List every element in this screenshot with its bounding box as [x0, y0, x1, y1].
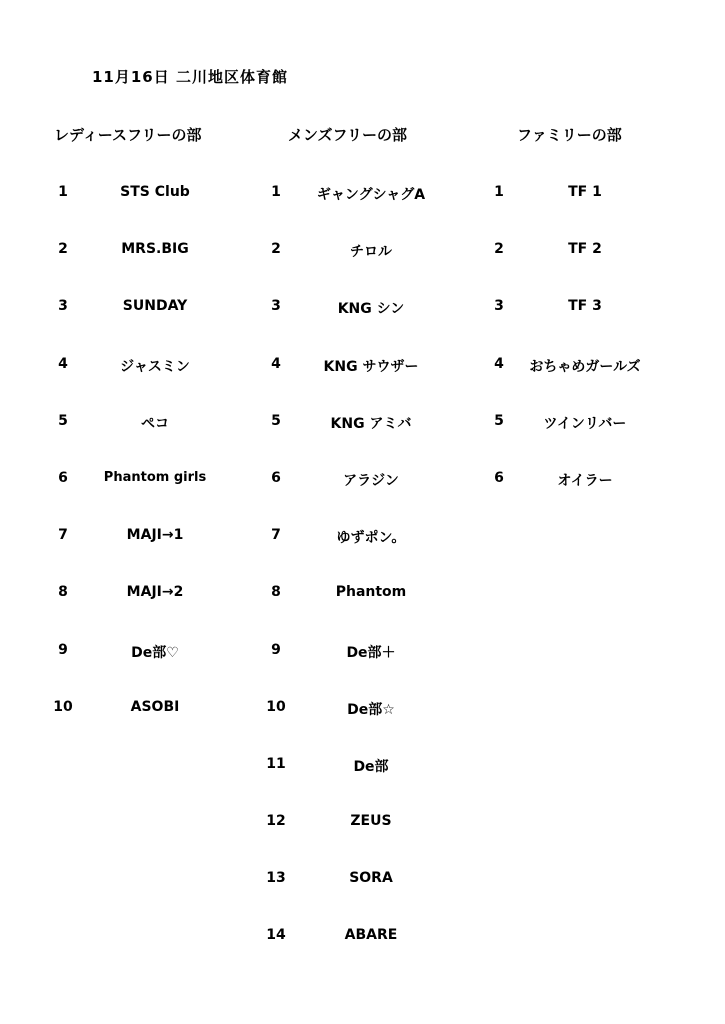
list-item: [265, 470, 485, 527]
list-item: [265, 356, 485, 413]
list-item: [265, 413, 485, 470]
entry-number: 7: [271, 527, 281, 544]
list-item: [488, 298, 663, 355]
list-item: [488, 241, 663, 298]
team-name: ギャングシャグA: [316, 187, 426, 203]
team-name: ASOBI: [130, 698, 180, 715]
team-name: MAJI→1: [126, 527, 184, 544]
list-item: [50, 356, 260, 413]
list-item: [50, 699, 260, 756]
entry-number: 2: [271, 241, 281, 258]
list-item: [265, 813, 485, 870]
list-item: [265, 298, 485, 355]
entry-number: 2: [494, 241, 504, 258]
mens-free-header: メンズフリーの部: [288, 126, 407, 144]
list-item: [50, 413, 260, 470]
team-name: アラジン: [343, 472, 399, 489]
team-name: Phantom: [335, 584, 407, 601]
entry-number: 4: [271, 355, 281, 372]
team-name: ペコ: [141, 415, 169, 432]
entry-number: 8: [271, 584, 281, 601]
team-name: De部: [353, 758, 389, 775]
entry-number: 4: [58, 355, 68, 372]
entry-number: 10: [266, 698, 286, 715]
team-name: STS Club: [120, 184, 190, 200]
team-name: SORA: [349, 870, 393, 887]
team-name: ZEUS: [350, 813, 392, 830]
team-name: ABARE: [344, 927, 398, 944]
entry-number: 3: [271, 298, 281, 315]
entry-number: 1: [58, 184, 68, 200]
entry-number: 5: [271, 412, 281, 429]
entry-number: 14: [266, 927, 286, 944]
entry-number: 5: [58, 412, 68, 429]
team-name: オイラー: [557, 472, 613, 489]
team-name: チロル: [350, 244, 392, 261]
team-name: TF 3: [568, 298, 602, 315]
team-name: KNG アミバ: [330, 415, 412, 432]
entry-number: 1: [494, 184, 504, 200]
list-item: [50, 584, 260, 641]
entry-number: 11: [266, 755, 286, 772]
team-name: KNG サウザー: [323, 358, 419, 375]
entry-number: 8: [58, 584, 68, 601]
list-item: [265, 756, 485, 813]
entry-number: 4: [494, 355, 504, 372]
team-name: おちゃめガールズ: [529, 358, 641, 375]
team-name: TF 2: [568, 241, 602, 258]
entry-number: 7: [58, 527, 68, 544]
list-item: [265, 584, 485, 641]
entry-number: 3: [494, 298, 504, 315]
team-name: De部☆: [347, 701, 395, 718]
list-item: [50, 470, 260, 527]
entry-number: 10: [53, 698, 73, 715]
list-item: [488, 470, 663, 527]
entry-number: 13: [266, 870, 286, 887]
entry-number: 9: [58, 641, 68, 658]
entry-number: 2: [58, 241, 68, 258]
list-item: [50, 298, 260, 355]
list-item: [265, 184, 485, 241]
team-name: TF 1: [568, 184, 602, 200]
family-list: [488, 184, 663, 527]
team-name: SUNDAY: [122, 298, 188, 315]
entry-number: 6: [58, 469, 68, 486]
entry-number: 6: [271, 469, 281, 486]
list-item: [50, 184, 260, 241]
list-item: [265, 241, 485, 298]
list-item: [265, 527, 485, 584]
team-name: De部＋: [346, 644, 396, 661]
list-item: [488, 184, 663, 241]
team-name: Phantom girls: [103, 469, 207, 485]
team-name: ツインリバー: [543, 415, 627, 432]
list-item: [488, 356, 663, 413]
family-header: ファミリーの部: [517, 126, 622, 144]
list-item: [50, 527, 260, 584]
entry-number: 5: [494, 412, 504, 429]
entry-number: 1: [271, 184, 281, 200]
list-item: [488, 413, 663, 470]
ladies-free-list: [50, 184, 260, 756]
list-item: [265, 642, 485, 699]
team-name: MRS.BIG: [121, 241, 189, 258]
entry-number: 9: [271, 641, 281, 658]
ladies-free-header: レディースフリーの部: [54, 126, 202, 144]
list-item: [265, 699, 485, 756]
entry-number: 6: [494, 469, 504, 486]
team-name: MAJI→2: [126, 584, 184, 601]
page-title: 11月16日 二川地区体育館: [92, 68, 288, 86]
team-name: De部♡: [131, 644, 179, 661]
list-item: [50, 241, 260, 298]
list-item: [50, 642, 260, 699]
list-item: [265, 927, 485, 984]
mens-free-list: [265, 184, 485, 985]
entry-number: 12: [266, 813, 286, 830]
team-name: ゆずポン。: [336, 530, 406, 547]
entry-number: 3: [58, 298, 68, 315]
team-name: KNG シン: [337, 301, 405, 318]
team-name: ジャスミン: [120, 358, 190, 375]
list-item: [265, 870, 485, 927]
